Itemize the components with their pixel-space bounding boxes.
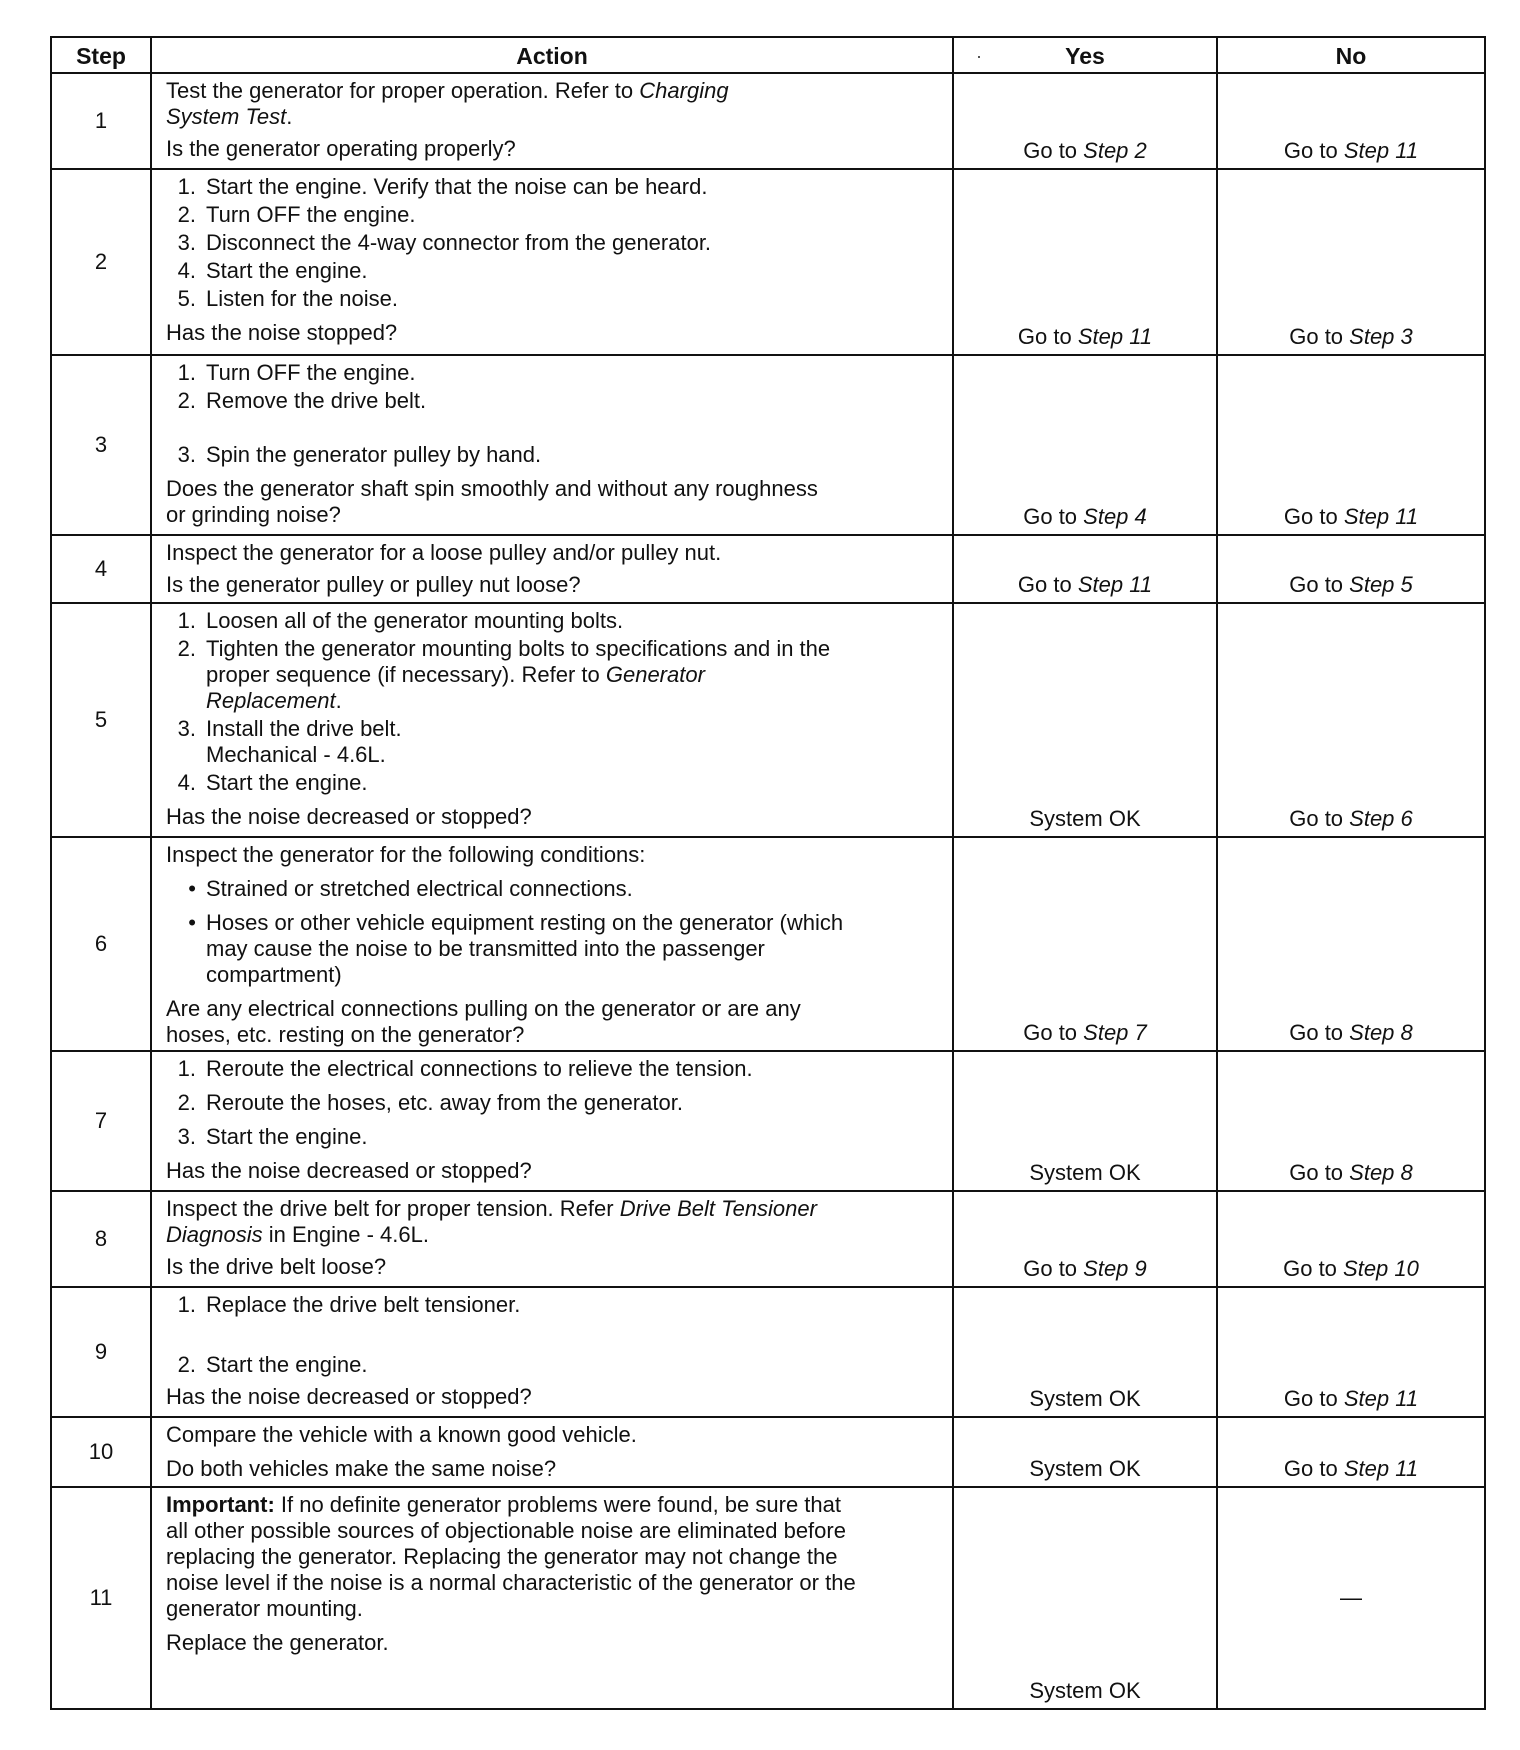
- step-number: 5: [94, 707, 108, 732]
- yes-cell: System OK: [954, 604, 1218, 836]
- table-row: [52, 536, 1484, 604]
- question: Is the generator pulley or pulley nut loose?: [166, 572, 581, 597]
- no-cell: Go to Step 6: [1289, 806, 1413, 831]
- question: Has the noise decreased or stopped?: [166, 1384, 532, 1409]
- header-action: Action: [152, 38, 954, 72]
- question: Does the generator shaft spin smoothly and without any roughness or grinding noise?: [166, 476, 818, 527]
- step-number: 6: [94, 931, 108, 956]
- important-label: Important:: [166, 1492, 275, 1517]
- action-cell: Inspect the drive belt for proper tension. Refer Drive Belt Tensioner Diagnosis in Engine - 4.6L. Is the drive belt loose?: [152, 1192, 954, 1286]
- step-number: 10: [88, 1439, 114, 1464]
- action-cell: Test the generator for proper operation. Refer to Charging System Test. Is the generator operating properly?: [152, 74, 954, 168]
- question: Has the noise decreased or stopped?: [166, 1158, 532, 1183]
- question: Do both vehicles make the same noise?: [166, 1456, 557, 1481]
- no-cell: Go to Step 8: [1289, 1020, 1413, 1045]
- yes-cell: System OK: [954, 1288, 1218, 1416]
- no-cell: Go to Step 10: [1283, 1256, 1419, 1281]
- table-frame: [50, 36, 1486, 1710]
- no-cell: Go to Step 11: [1283, 138, 1419, 163]
- yes-cell: Go to Step 4: [954, 356, 1218, 534]
- question: Is the drive belt loose?: [166, 1254, 387, 1279]
- yes-cell: Go to Step 7: [954, 838, 1218, 1050]
- no-cell: Go to Step 11: [1283, 1456, 1419, 1481]
- yes-cell: System OK: [954, 1418, 1218, 1486]
- yes-cell: System OK: [954, 1052, 1218, 1190]
- table-row: [52, 1418, 1484, 1488]
- step-number: 1: [94, 108, 108, 133]
- step-number: 8: [94, 1226, 108, 1251]
- question: Are any electrical connections pulling on the generator or are any hoses, etc. resting on the generator?: [166, 996, 801, 1047]
- table-row: [52, 356, 1484, 536]
- table-row: [52, 1192, 1484, 1288]
- no-cell: Go to Step 3: [1289, 324, 1413, 349]
- table-row: [52, 1052, 1484, 1192]
- header-no: No: [1335, 43, 1367, 69]
- yes-cell: Go to Step 11: [954, 170, 1218, 354]
- table-row: [52, 74, 1484, 170]
- no-cell: Go to Step 8: [1289, 1160, 1413, 1185]
- question: Has the noise decreased or stopped?: [166, 804, 532, 829]
- step-number: 4: [94, 556, 108, 581]
- step-number: 11: [89, 1585, 113, 1610]
- action-cell: 1. Turn OFF the engine. 2. Remove the drive belt. 3. Spin the generator pulley by hand. Does the generator shaft spin smoothly and without any roughness or grinding noise?: [152, 356, 954, 534]
- table-row: [52, 1488, 1484, 1708]
- step-number: 9: [94, 1339, 108, 1364]
- table-row: [52, 838, 1484, 1052]
- yes-cell: Go to Step 2: [954, 74, 1218, 168]
- table-row: [52, 1288, 1484, 1418]
- step-number: 7: [94, 1108, 108, 1133]
- question: Has the noise stopped?: [166, 320, 398, 345]
- header-row: [52, 38, 1484, 74]
- action-cell: 1. Loosen all of the generator mounting bolts. 2. Tighten the generator mounting bolts to specifications and in the proper sequence (if necessary). Refer to Generator Replacement. 3. Install the drive belt. Mechanical - 4.6L. 4. Start the engine. Has the noise decreased or stopped?: [152, 604, 954, 836]
- action-cell: Important: If no definite generator problems were found, be sure that all other possible sources of objectionable noise are eliminated before replacing the generator. Replacing the generator may not change the noise level if the noise is a normal characteristic of the generator or the generator mounting. Replace the generator.: [152, 1488, 954, 1708]
- step-number: 2: [94, 249, 108, 274]
- action-cell: Inspect the generator for the following conditions: • Strained or stretched electrical connections. • Hoses or other vehicle equipment resting on the generator (which may cause the noise to be transmitted into the passenger compartment) Are any electrical connections pulling on the generator or are any hoses, etc. resting on the generator?: [152, 838, 954, 1050]
- question: Replace the generator.: [166, 1630, 389, 1655]
- action-cell: 1. Reroute the electrical connections to relieve the tension. 2. Reroute the hoses, etc. away from the generator. 3. Start the engine. Has the noise decreased or stopped?: [152, 1052, 954, 1190]
- table-row: [52, 170, 1484, 356]
- table-row: [52, 604, 1484, 838]
- no-cell: Go to Step 5: [1289, 572, 1413, 597]
- diagnostic-table: [50, 36, 1486, 1710]
- action-cell: 1. Start the engine. Verify that the noise can be heard. 2. Turn OFF the engine. 3. Disconnect the 4-way connector from the generator. 4. Start the engine. 5. Listen for the noise. Has the noise stopped?: [152, 170, 954, 354]
- action-cell: Compare the vehicle with a known good vehicle. Do both vehicles make the same noise?: [152, 1418, 954, 1486]
- yes-cell: System OK: [954, 1488, 1218, 1708]
- yes-cell: Go to Step 9: [954, 1192, 1218, 1286]
- yes-cell: Go to Step 11: [954, 536, 1218, 602]
- dash-mark: —: [1340, 1585, 1362, 1610]
- question: Is the generator operating properly?: [166, 136, 516, 161]
- no-cell: [1218, 1488, 1484, 1708]
- header-step: Step: [52, 38, 152, 72]
- header-yes: Yes: [954, 38, 1218, 72]
- action-cell: 1. Replace the drive belt tensioner. 2. Start the engine. Has the noise decreased or stopped?: [152, 1288, 954, 1416]
- step-number: 3: [94, 432, 108, 457]
- action-cell: Inspect the generator for a loose pulley and/or pulley nut. Is the generator pulley or pulley nut loose?: [152, 536, 954, 602]
- no-cell: Go to Step 11: [1283, 504, 1419, 529]
- no-cell: Go to Step 11: [1283, 1386, 1419, 1411]
